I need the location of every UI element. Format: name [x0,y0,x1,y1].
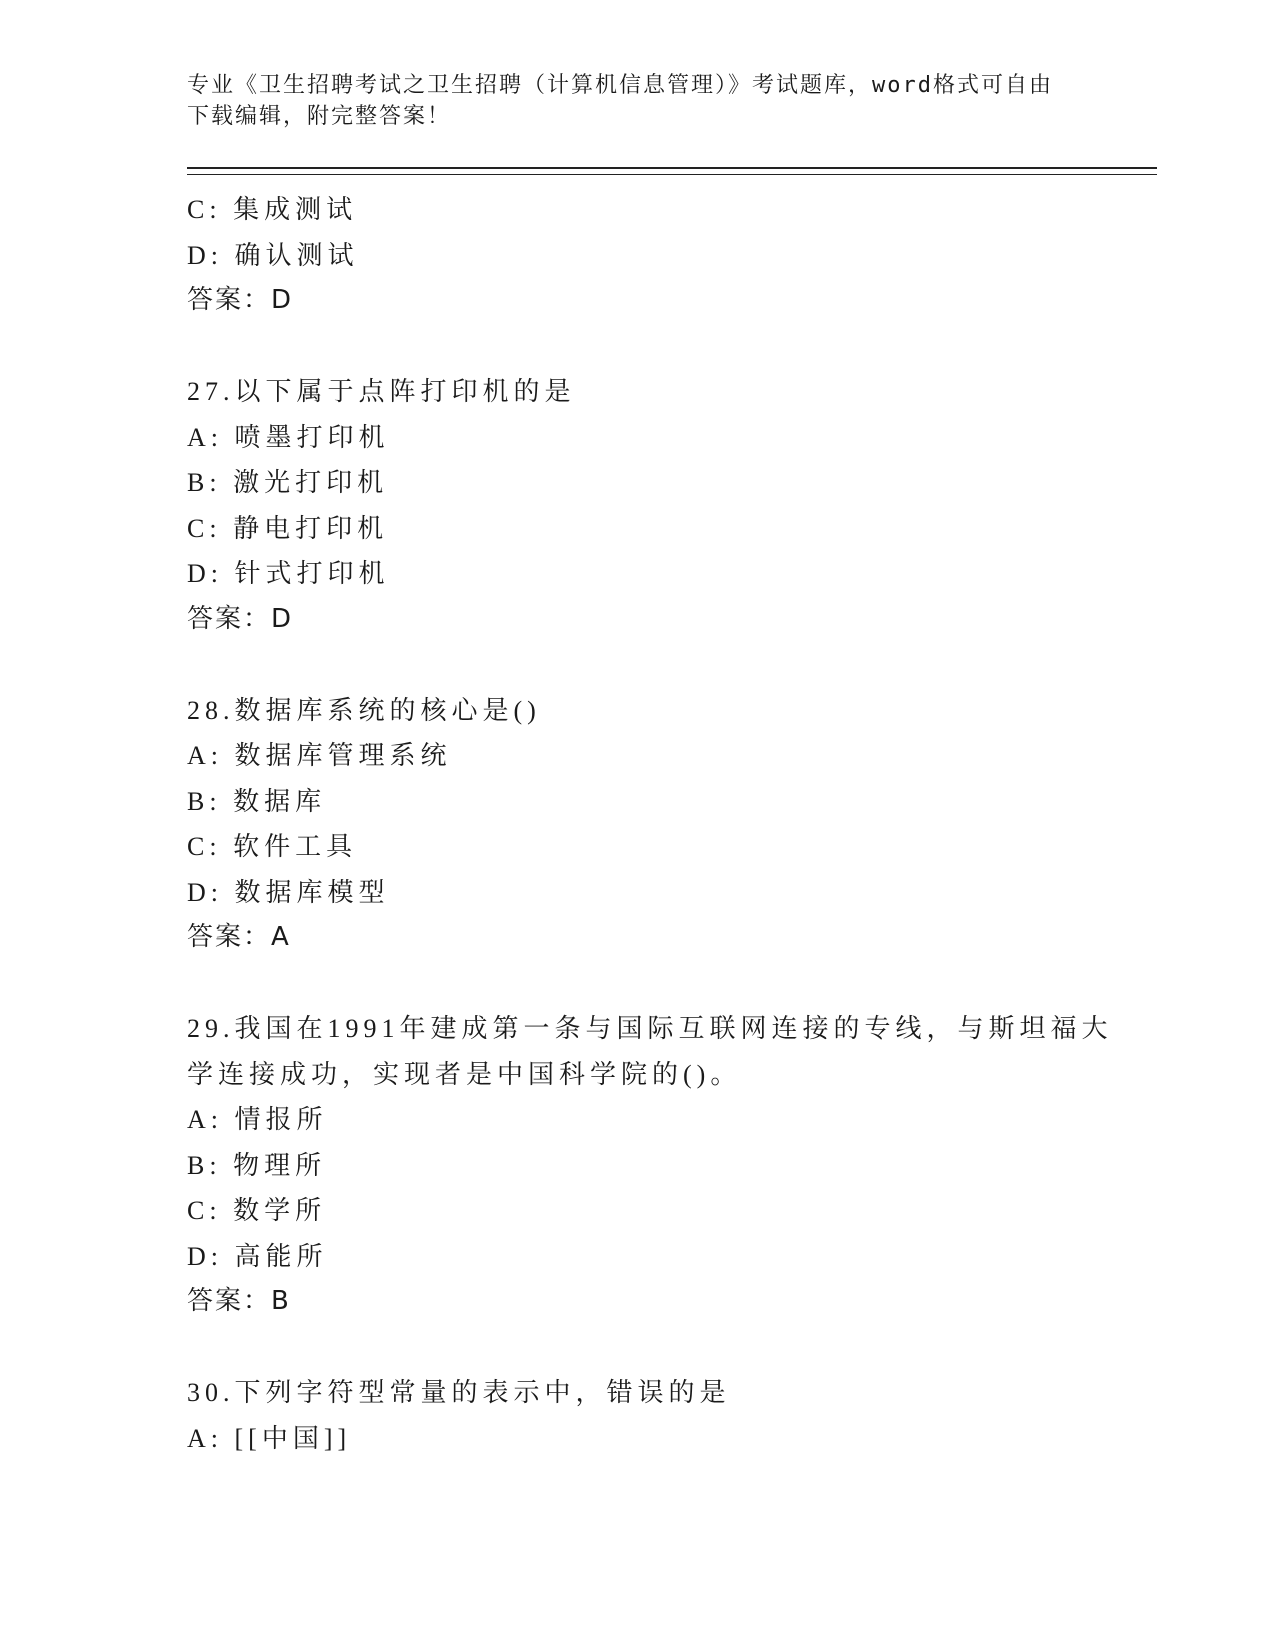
option-b: B: 激光打印机 [187,468,389,497]
spacer [187,324,1157,370]
option-d: D: 确认测试 [187,240,359,270]
answer: 答案：A [187,922,291,952]
question-stem: 27.以下属于点阵打印机的是 [187,377,576,406]
option-a: A: 情报所 [187,1105,328,1134]
option-d: D: 高能所 [187,1241,328,1271]
option-a: A: 数据库管理系统 [187,741,452,770]
question-stem-line-2: 学连接成功，实现者是中国科学院的()。 [187,1059,742,1089]
option-c: C: 集成测试 [187,195,358,224]
question-list [187,187,1157,1461]
spacer [187,961,1157,1007]
spacer [187,1325,1157,1371]
option-c: C: 静电打印机 [187,513,389,543]
option-d: D: 数据库模型 [187,877,390,907]
question-stem: 28.数据库系统的核心是() [187,695,541,725]
option-d: D: 针式打印机 [187,559,390,588]
option-a: A: [[中国]] [187,1423,352,1453]
spacer [187,642,1157,688]
option-b: B: 物理所 [187,1150,327,1180]
answer: 答案：D [187,285,294,315]
option-c: C: 软件工具 [187,832,358,861]
question-stem-line-1: 29.我国在1991年建成第一条与国际互联网连接的专线，与斯坦福大 [187,1014,1113,1043]
option-b: B: 数据库 [187,786,327,816]
document-page [187,70,1157,1461]
header-divider [187,167,1157,175]
answer: 答案：D [187,603,294,634]
document-header: 专业《卫生招聘考试之卫生招聘（计算机信息管理）》考试题库，word格式可自由下载编辑，附完整答案！ [187,73,1053,129]
option-a: A: 喷墨打印机 [187,422,390,452]
question-stem: 30.下列字符型常量的表示中，错误的是 [187,1378,731,1407]
option-c: C: 数学所 [187,1196,327,1225]
answer: 答案：B [187,1286,291,1316]
